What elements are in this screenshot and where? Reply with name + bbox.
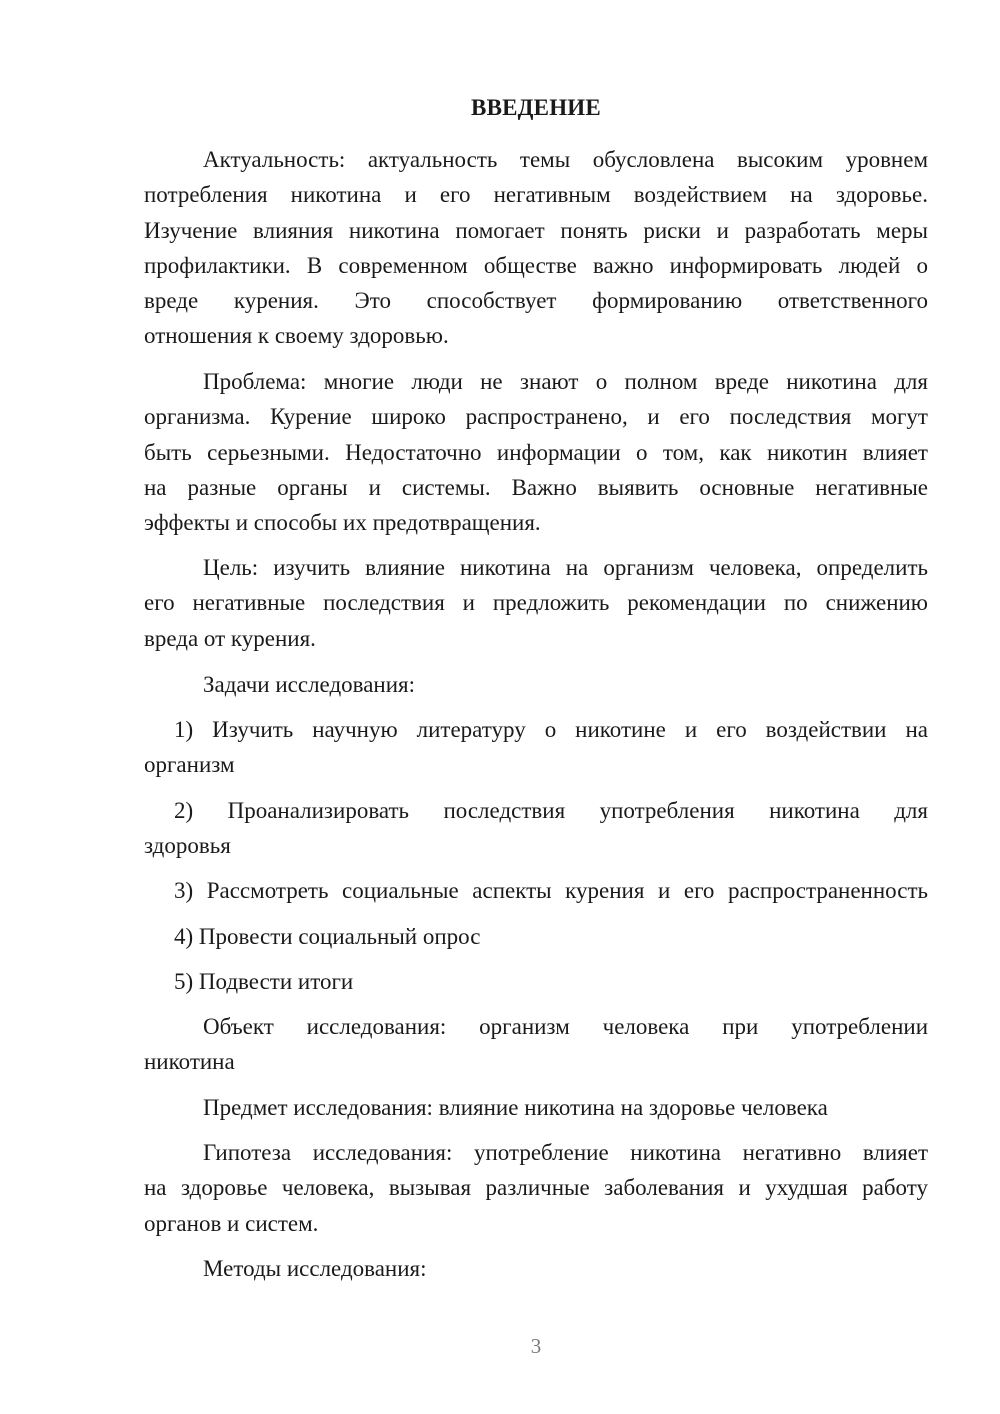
text-line: Предмет исследования: влияние никотина на здоровье человека [203, 1095, 828, 1120]
text-line: на здоровье человека, вызывая различные заболевания и ухудшая работу [144, 1175, 928, 1201]
text-line: никотина [144, 1049, 235, 1075]
text-line: Актуальность: актуальность темы обусловлена высоким уровнем [203, 147, 928, 172]
paragraph-problem [144, 364, 928, 540]
task-item-1 [144, 712, 928, 783]
text-line: его негативные последствия и предложить рекомендации по снижению [144, 590, 928, 616]
text-line: здоровья [144, 833, 231, 859]
text-line: Объект исследования: организм человека при употреблении [203, 1014, 928, 1039]
section-title: ВВЕДЕНИЕ [471, 95, 601, 120]
task-item-4 [144, 919, 928, 954]
tasks-heading [144, 667, 928, 702]
text-line: 1) Изучить научную литературу о никотине и его воздействии на [174, 717, 928, 742]
text-line: отношения к своему здоровью. [144, 323, 449, 349]
methods-heading [144, 1251, 928, 1286]
text-line: вреда от курения. [144, 625, 316, 651]
text-line: организма. Курение широко распространено, и его последствия могут [144, 404, 928, 430]
text-line: 4) Провести социальный опрос [174, 924, 481, 949]
paragraph-goal [144, 550, 928, 656]
paragraph-relevance [144, 142, 928, 354]
text-line: на разные органы и системы. Важно выявить основные негативные [144, 474, 928, 500]
text-line: Цель: изучить влияние никотина на организм человека, определить [203, 555, 928, 580]
paragraph-object [144, 1009, 928, 1080]
text-line: Методы исследования: [203, 1256, 427, 1281]
text-line: потребления никотина и его негативным воздействием на здоровье. [144, 182, 928, 208]
text-line: Проблема: многие люди не знают о полном вреде никотина для [203, 369, 928, 394]
page-number: 3 [530, 1334, 542, 1358]
paragraph-subject [144, 1090, 928, 1125]
text-line: организм [144, 752, 235, 778]
task-item-2 [144, 793, 928, 864]
paragraph-hypothesis [144, 1135, 928, 1241]
text-line: эффекты и способы их предотвращения. [144, 510, 541, 536]
text-line: Гипотеза исследования: употребление никотина негативно влияет [203, 1140, 928, 1165]
text-line: Задачи исследования: [203, 672, 416, 697]
text-line: 5) Подвести итоги [174, 969, 354, 994]
text-line: профилактики. В современном обществе важно информировать людей о [144, 252, 928, 278]
text-line: Изучение влияния никотина помогает понять риски и разработать меры [144, 217, 928, 243]
text-line: 2) Проанализировать последствия употребления никотина для [174, 798, 928, 823]
task-item-5 [144, 964, 928, 999]
text-line: органов и систем. [144, 1210, 319, 1236]
text-line: быть серьезными. Недостаточно информации о том, как никотин влияет [144, 439, 928, 465]
text-line: вреде курения. Это способствует формированию ответственного [144, 288, 928, 314]
text-line: 3) Рассмотреть социальные аспекты курения и его распространенность [174, 878, 928, 903]
task-item-3 [144, 873, 928, 908]
